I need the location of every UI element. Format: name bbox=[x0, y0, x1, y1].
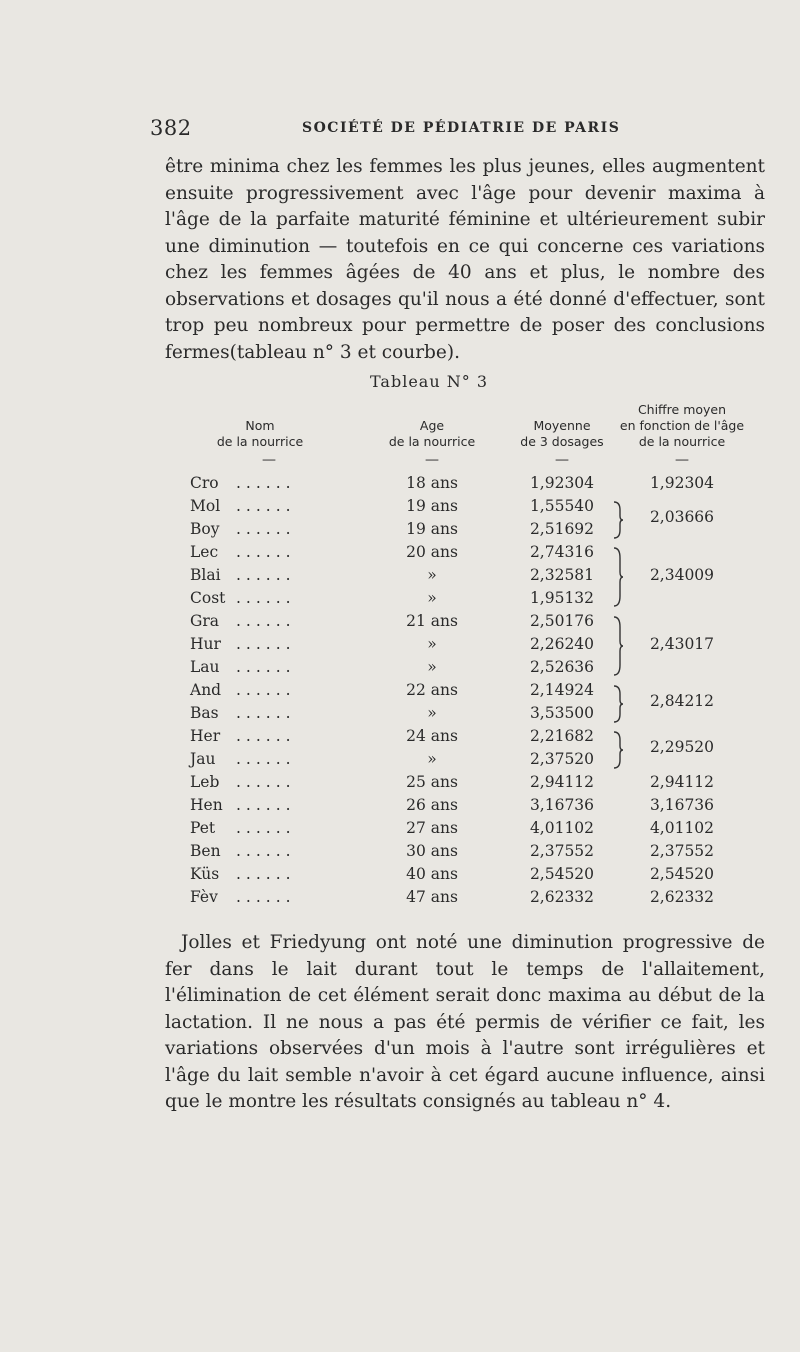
header-dash-nom: — bbox=[262, 452, 276, 468]
row-mean: 3,16736 bbox=[529, 796, 595, 814]
chiffre-value: 2,03666 bbox=[649, 508, 715, 526]
row-name: Hen bbox=[190, 796, 223, 814]
chiffre-value: 2,84212 bbox=[649, 692, 715, 710]
row-mean: 2,52636 bbox=[529, 658, 595, 676]
row-leader: ...... bbox=[236, 727, 296, 745]
chiffre-value: 4,01102 bbox=[649, 819, 715, 837]
row-name: Jau bbox=[190, 750, 216, 768]
row-mean: 2,94112 bbox=[529, 773, 595, 791]
chiffre-value: 2,29520 bbox=[649, 738, 715, 756]
row-leader: ...... bbox=[236, 842, 296, 860]
row-name: Blai bbox=[190, 566, 221, 584]
brace-group-lec-cost bbox=[612, 546, 624, 608]
row-name: Hur bbox=[190, 635, 221, 653]
header-nom-line-2: de la nourrice bbox=[216, 434, 304, 449]
row-mean: 2,21682 bbox=[529, 727, 595, 745]
row-name: Gra bbox=[190, 612, 220, 630]
row-age: 40 ans bbox=[406, 865, 458, 883]
header-dash-chiffre: — bbox=[675, 452, 689, 468]
row-name: And bbox=[190, 681, 222, 699]
row-age: » bbox=[427, 635, 437, 653]
row-name: Her bbox=[190, 727, 221, 745]
row-leader: ...... bbox=[236, 566, 296, 584]
row-mean: 1,92304 bbox=[529, 474, 595, 492]
row-mean: 2,37520 bbox=[529, 750, 595, 768]
row-age: 47 ans bbox=[406, 888, 458, 906]
row-age: 20 ans bbox=[406, 543, 458, 561]
header-dash-moyenne: — bbox=[555, 452, 569, 468]
row-leader: ...... bbox=[236, 543, 296, 561]
row-name: Lec bbox=[190, 543, 219, 561]
row-age: 21 ans bbox=[406, 612, 458, 630]
table-row bbox=[0, 658, 800, 681]
row-leader: ...... bbox=[236, 704, 296, 722]
row-leader: ...... bbox=[236, 658, 296, 676]
row-age: » bbox=[427, 704, 437, 722]
brace-group-mol-boy bbox=[612, 500, 624, 540]
row-mean: 1,95132 bbox=[529, 589, 595, 607]
table-title: Tableau N° 3 bbox=[370, 372, 488, 391]
row-age: 25 ans bbox=[406, 773, 458, 791]
header-age-line-2: de la nourrice bbox=[388, 434, 476, 449]
header-chiffre bbox=[604, 402, 760, 450]
row-age: 19 ans bbox=[406, 497, 458, 515]
row-age: 22 ans bbox=[406, 681, 458, 699]
row-age: » bbox=[427, 589, 437, 607]
row-leader: ...... bbox=[236, 750, 296, 768]
row-leader: ...... bbox=[236, 681, 296, 699]
row-leader: ...... bbox=[236, 612, 296, 630]
chiffre-value: 2,94112 bbox=[649, 773, 715, 791]
chiffre-value: 2,43017 bbox=[649, 635, 715, 653]
row-leader: ...... bbox=[236, 497, 296, 515]
header-chiffre-line-2: en fonction de l'âge bbox=[619, 418, 745, 433]
chiffre-value: 3,16736 bbox=[649, 796, 715, 814]
row-mean: 1,55540 bbox=[529, 497, 595, 515]
row-mean: 2,74316 bbox=[529, 543, 595, 561]
row-name: Fèv bbox=[190, 888, 218, 906]
row-age: 18 ans bbox=[406, 474, 458, 492]
chiffre-value: 1,92304 bbox=[649, 474, 715, 492]
row-age: 27 ans bbox=[406, 819, 458, 837]
chiffre-value: 2,34009 bbox=[649, 566, 715, 584]
table-row bbox=[0, 589, 800, 612]
page-number: 382 bbox=[150, 116, 192, 140]
row-leader: ...... bbox=[236, 888, 296, 906]
row-mean: 2,14924 bbox=[529, 681, 595, 699]
header-age-line-1: Age bbox=[419, 418, 445, 433]
row-age: » bbox=[427, 658, 437, 676]
row-mean: 2,62332 bbox=[529, 888, 595, 906]
chiffre-value: 2,54520 bbox=[649, 865, 715, 883]
row-name: Cost bbox=[190, 589, 226, 607]
row-leader: ...... bbox=[236, 796, 296, 814]
row-age: 19 ans bbox=[406, 520, 458, 538]
row-name: Ben bbox=[190, 842, 221, 860]
row-mean: 3,53500 bbox=[529, 704, 595, 722]
header-chiffre-line-3: de la nourrice bbox=[638, 434, 726, 449]
row-mean: 2,54520 bbox=[529, 865, 595, 883]
row-name: Pet bbox=[190, 819, 216, 837]
table-row bbox=[0, 543, 800, 566]
header-dash-age: — bbox=[425, 452, 439, 468]
row-mean: 2,37552 bbox=[529, 842, 595, 860]
table-row bbox=[0, 612, 800, 635]
header-chiffre-line-1: Chiffre moyen bbox=[637, 402, 727, 417]
row-name: Boy bbox=[190, 520, 220, 538]
row-age: 24 ans bbox=[406, 727, 458, 745]
row-leader: ...... bbox=[236, 773, 296, 791]
row-leader: ...... bbox=[236, 589, 296, 607]
row-leader: ...... bbox=[236, 819, 296, 837]
row-mean: 2,32581 bbox=[529, 566, 595, 584]
brace-group-her-jau bbox=[612, 730, 624, 770]
row-name: Leb bbox=[190, 773, 220, 791]
header-nom-line-1: Nom bbox=[245, 418, 275, 433]
paragraph-1: être minima chez les femmes les plus jeunes, elles augmentent ensuite progressivement avec l'âge pour devenir maxima à l'âge de la parfaite maturité féminine et ultérieurement subir une diminution — toutefois en ce qui concerne ces variations chez les femmes âgées de 40 ans et plus, le nombre des observations et dosages qu'il nous a été donné d'effectuer, sont trop peu nombreux pour permettre de poser des conclusions fermes(tableau n° 3 et courbe). bbox=[165, 156, 765, 363]
header-moyenne-line-1: Moyenne bbox=[533, 418, 591, 433]
brace-group-and-bas bbox=[612, 684, 624, 724]
row-mean: 2,51692 bbox=[529, 520, 595, 538]
row-age: 30 ans bbox=[406, 842, 458, 860]
paragraph-2: Jolles et Friedyung ont noté une diminution progressive de fer dans le lait durant tout le temps de l'allaitement, l'élimination de cet élément serait donc maxima au début de la lactation. Il ne nous a pas été permis de vérifier ce fait, les variations observées d'un mois à l'autre sont irrégulières et l'âge du lait semble n'avoir à cet égard aucune influence, ainsi que le montre les résultats consignés au tableau n° 4. bbox=[165, 932, 765, 1112]
row-name: Mol bbox=[190, 497, 221, 515]
row-age: » bbox=[427, 750, 437, 768]
row-leader: ...... bbox=[236, 865, 296, 883]
chiffre-value: 2,62332 bbox=[649, 888, 715, 906]
row-leader: ...... bbox=[236, 474, 296, 492]
row-age: » bbox=[427, 566, 437, 584]
running-head: SOCIÉTÉ DE PÉDIATRIE DE PARIS bbox=[302, 120, 621, 136]
row-leader: ...... bbox=[236, 635, 296, 653]
row-name: Cro bbox=[190, 474, 219, 492]
row-name: Bas bbox=[190, 704, 219, 722]
row-name: Küs bbox=[190, 865, 220, 883]
chiffre-value: 2,37552 bbox=[649, 842, 715, 860]
row-age: 26 ans bbox=[406, 796, 458, 814]
row-mean: 2,26240 bbox=[529, 635, 595, 653]
brace-group-gra-lau bbox=[612, 615, 624, 677]
header-age bbox=[372, 418, 492, 450]
row-mean: 2,50176 bbox=[529, 612, 595, 630]
header-nom bbox=[190, 418, 330, 450]
row-mean: 4,01102 bbox=[529, 819, 595, 837]
row-name: Lau bbox=[190, 658, 220, 676]
row-leader: ...... bbox=[236, 520, 296, 538]
header-moyenne-line-2: de 3 dosages bbox=[520, 434, 604, 449]
